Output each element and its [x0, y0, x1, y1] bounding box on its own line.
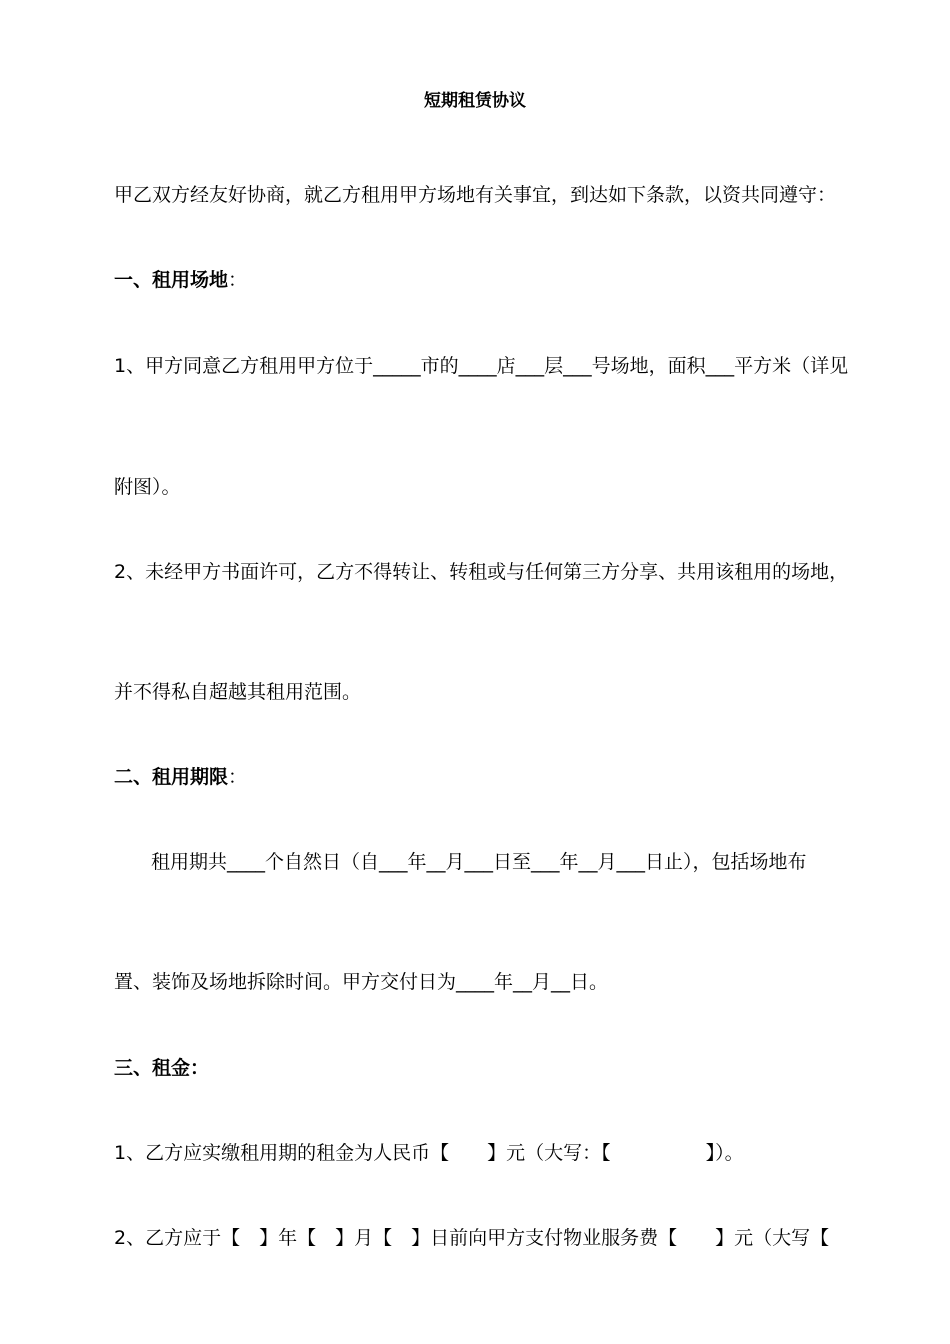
section-2-heading: [114, 765, 247, 789]
section-1-item-2-line-1: 2、未经甲方书面许可，乙方不得转让、转租或与任何第三方分享、共用该租用的场地，: [114, 561, 849, 583]
section-1-heading: [114, 268, 247, 292]
document-title: 短期租赁协议: [424, 91, 526, 111]
section-1-heading-text: 一、租用场地: [114, 269, 229, 291]
section-2-paragraph-line-1: 租用期共____个自然日（自___年__月___日至___年__月___日止），包括场地布: [151, 851, 807, 873]
section-1-item-2-line-2: 并不得私自超越其租用范围。: [114, 681, 362, 703]
section-3-item-2: 2、乙方应于【 】年【 】月【 】日前向甲方支付物业服务费【 】元（大写【: [114, 1227, 830, 1249]
section-3-item-1: 1、乙方应实缴租用期的租金为人民币【 】元（大写：【 】）。: [114, 1142, 744, 1164]
section-2-paragraph-line-2: 置、装饰及场地拆除时间。甲方交付日为____年__月__日。: [114, 971, 609, 993]
section-2-heading-colon: ：: [228, 766, 248, 788]
section-1-heading-colon: ：: [228, 269, 248, 291]
section-1-item-1-line-2: 附图）。: [114, 476, 181, 498]
section-1-item-1-line-1: 1、甲方同意乙方租用甲方位于_____市的____店___层___号场地，面积___平方米（详见: [114, 355, 849, 377]
intro-paragraph: 甲乙双方经友好协商，就乙方租用甲方场地有关事宜，到达如下条款，以资共同遵守：: [114, 184, 837, 206]
section-2-heading-text: 二、租用期限: [114, 766, 229, 788]
section-3-heading: 三、租金：: [114, 1057, 210, 1079]
